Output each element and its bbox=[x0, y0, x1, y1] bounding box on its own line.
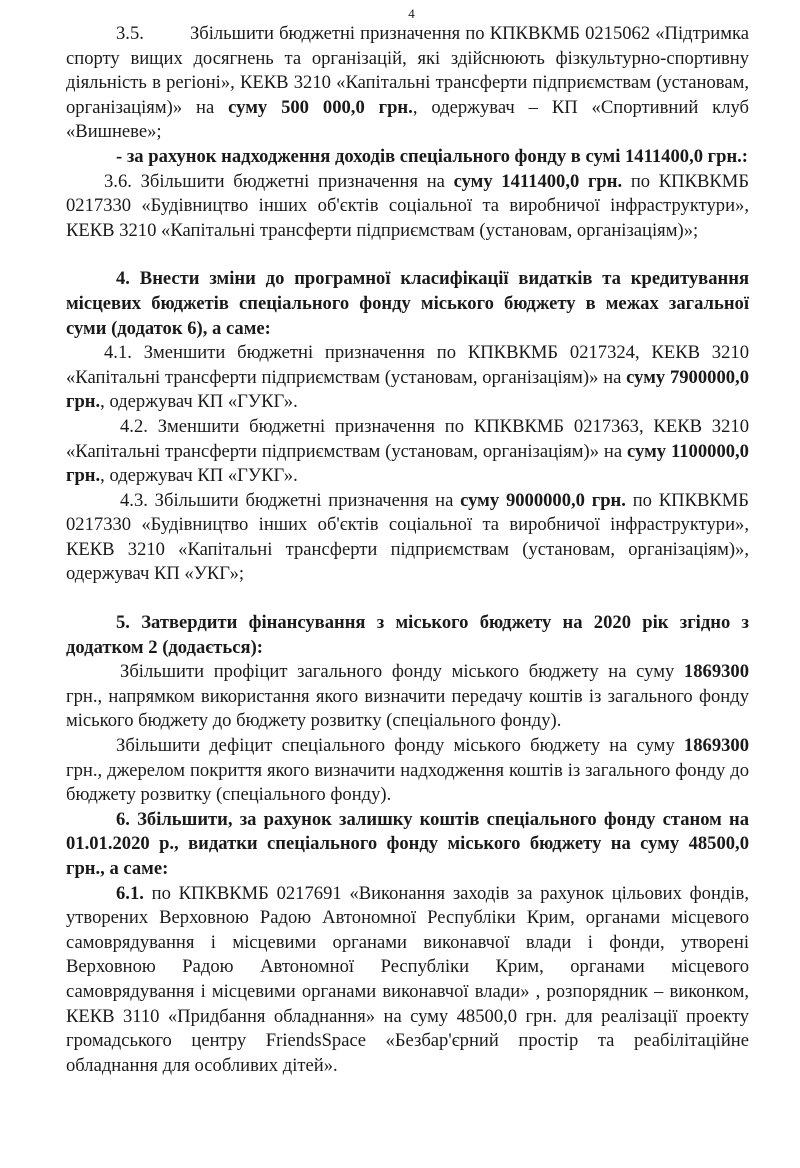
amount-bold: суму 500 000,0 грн. bbox=[228, 96, 413, 118]
paragraph-text: 4.2. Зменшити бюджетні призначення по КПКВКМБ 0217363, КЕКВ 3210 «Капітальні трансферти підприємствам (установам, організаціям)» на bbox=[66, 415, 749, 462]
amount-bold: суму 7900000,0 грн. bbox=[66, 366, 749, 413]
paragraph-text: Збільшити профіцит загального фонду міського бюджету на суму bbox=[120, 661, 684, 683]
amount-bold: суму 9000000,0 грн. bbox=[460, 489, 626, 511]
paragraph-3-6 bbox=[66, 170, 749, 244]
paragraph-text: Збільшити бюджетні призначення по КПКВКМБ 0215062 «Підтримка спорту вищих досягнень та організацій, які здійснюють фізкультурно-спортивну діяльність в регіоні», КЕКВ 3210 «Капітальні трансферти підприємствам (установам, організаціям)» на bbox=[66, 23, 749, 118]
item-number: 3.5. bbox=[116, 23, 144, 44]
paragraph-6-1 bbox=[66, 882, 749, 1079]
paragraph-text: по КПКВКМБ 0217330 «Будівництво інших об'єктів соціальної та виробничої інфраструктури», КЕКВ 3210 «Капітальні трансферти підприємствам (установам, організаціям)»; bbox=[66, 170, 750, 241]
amount-bold: суму 1100000,0 грн. bbox=[66, 440, 749, 487]
paragraph-text: грн., джерелом покриття якого визначити надходження коштів із загального фонду до бюджету розвитку (спеціального фонду). bbox=[66, 759, 749, 806]
amount-bold: 1869300 bbox=[683, 661, 749, 683]
paragraph-5-surplus bbox=[66, 660, 749, 734]
paragraph-4-1 bbox=[66, 341, 749, 415]
item-number: 6.1. bbox=[116, 882, 144, 904]
paragraph-text: , одержувач КП «ГУКГ». bbox=[100, 465, 298, 487]
section-5-heading: 5. Затвердити фінансування з міського бюджету на 2020 рік згідно з додатком 2 (додається): bbox=[66, 612, 749, 658]
paragraph-text: 4.1. Зменшити бюджетні призначення по КПКВКМБ 0217324, КЕКВ 3210 «Капітальні трансферти підприємствам (установам, організаціям)» на bbox=[66, 342, 749, 388]
paragraph-4-2 bbox=[66, 415, 749, 489]
document-page bbox=[66, 6, 749, 1078]
paragraph-text: грн., напрямком використання якого визначити передачу коштів із загального фонду міського бюджету до бюджету розвитку (спеціального фонду). bbox=[66, 685, 749, 732]
paragraph-text: 4.3. Збільшити бюджетні призначення на bbox=[120, 489, 461, 511]
paragraph-5-deficit bbox=[66, 734, 749, 808]
paragraph-3-5 bbox=[66, 22, 749, 145]
paragraph-text: Збільшити дефіцит спеціального фонду міського бюджету на суму bbox=[116, 735, 684, 757]
section-6-heading: 6. Збільшити, за рахунок залишку коштів спеціального фонду станом на 01.01.2020 р., видатки спеціального фонду міського бюджету на суму 48500,0 грн., а саме: bbox=[66, 808, 749, 879]
paragraph-text: по КПКВКМБ 0217691 «Виконання заходів за рахунок цільових фондів, утворених Верховною Радою Автономної Республіки Крим, органами місцевого самоврядування і місцевими органами виконавчої влади і фонди, утворені Верховною Радою Автономної Республіки Крим, органами місцевого самоврядування і місцевими органами виконавчої влади» , розпорядник – виконком, КЕКВ 3110 «Придбання обладнання» на суму 48500,0 грн. для реалізації проекту громадського центру FriendsSpace «Безбар'єрний простір та реабілітаційне обладнання для особливих дітей». bbox=[66, 882, 749, 1076]
paragraph-text: по КПКВКМБ 0217330 «Будівництво інших об'єктів соціальної та виробничої інфраструктури», КЕКВ 3210 «Капітальні трансферти підприємствам (установам, організаціям)», одержувач КП «УКГ»; bbox=[66, 489, 749, 585]
section-4-heading: 4. Внести зміни до програмної класифікації видатків та кредитування місцевих бюджетів спеціального фонду міського бюджету в межах загальної суми (додаток 6), а саме: bbox=[66, 268, 749, 339]
paragraph-4-3 bbox=[66, 489, 749, 587]
paragraph-text: , одержувач КП «ГУКГ». bbox=[100, 391, 298, 413]
amount-bold: суму 1411400,0 грн. bbox=[453, 170, 623, 192]
amount-bold: 1869300 bbox=[683, 735, 749, 757]
page-number: 4 bbox=[408, 6, 415, 21]
special-fund-line: - за рахунок надходження доходів спеціального фонду в сумі 1411400,0 грн.: bbox=[116, 145, 748, 167]
paragraph-text: 3.6. Збільшити бюджетні призначення на bbox=[104, 170, 454, 192]
paragraph-text: , одержувач – КП «Спортивний клуб «Вишневе»; bbox=[66, 96, 750, 143]
